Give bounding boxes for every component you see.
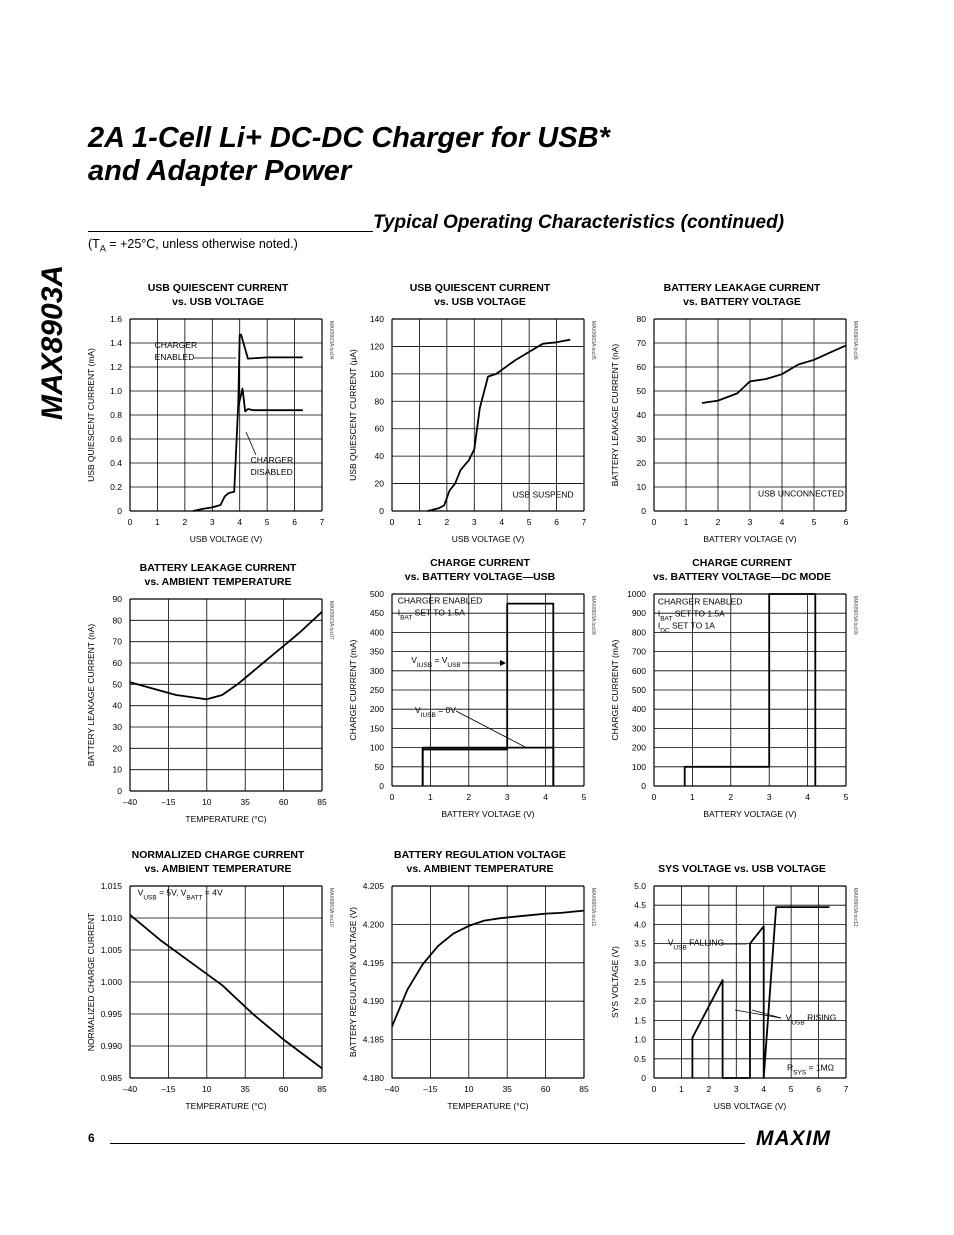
x-axis-label: BATTERY VOLTAGE (V)	[441, 809, 535, 819]
x-tick-label: 1	[690, 792, 695, 802]
x-tick-label: 5	[526, 517, 532, 527]
annotation-text: CHARGER ENABLED	[397, 595, 483, 606]
y-tick-label: 60	[374, 423, 384, 434]
y-tick-label: 1.000	[100, 977, 122, 987]
page-title-line1: 2A 1-Cell Li+ DC-DC Charger for USB*	[88, 122, 610, 154]
toc-code: MAX8903A toc07	[328, 601, 334, 640]
x-tick-label: –15	[161, 1084, 176, 1094]
x-axis-label: USB VOLTAGE (V)	[451, 534, 525, 544]
y-tick-label: 4.195	[362, 957, 384, 968]
y-tick-label: 0.6	[110, 434, 122, 444]
x-tick-label: 3	[747, 517, 753, 527]
y-tick-label: 500	[631, 685, 646, 695]
annotation-text: $V_{IUSB} = 0V$	[415, 705, 456, 719]
chart-title: vs. BATTERY VOLTAGE	[683, 296, 801, 308]
y-tick-label: 300	[369, 665, 384, 676]
chart-title: BATTERY LEAKAGE CURRENT	[663, 282, 821, 294]
x-tick-label: 6	[554, 517, 559, 527]
y-tick-label: 50	[636, 386, 646, 396]
y-tick-label: 0.985	[100, 1073, 122, 1083]
y-tick-label: 700	[631, 646, 646, 657]
x-axis-label: BATTERY VOLTAGE (V)	[703, 534, 797, 544]
x-tick-label: 0	[127, 517, 133, 527]
toc-code: MAX8903A toc11	[590, 888, 596, 927]
y-tick-label: 200	[631, 742, 646, 753]
y-tick-label: 80	[636, 314, 646, 324]
annotation-text: CHARGER ENABLED	[657, 596, 743, 607]
x-tick-label: 2	[466, 792, 472, 802]
y-axis-label: BATTERY REGULATION VOLTAGE (V)	[348, 906, 358, 1058]
y-tick-label: 5.0	[634, 881, 646, 891]
y-tick-label: 50	[112, 679, 122, 690]
y-tick-label: 250	[369, 685, 384, 695]
chart-title: USB QUIESCENT CURRENT	[147, 282, 289, 294]
chart-title: BATTERY LEAKAGE CURRENT	[139, 562, 297, 574]
y-tick-label: 4.5	[634, 900, 646, 911]
y-tick-label: 1.005	[100, 945, 122, 955]
y-tick-label: 150	[369, 723, 384, 734]
chart-title: NORMALIZED CHARGE CURRENT	[131, 849, 305, 861]
chart-title: USB QUIESCENT CURRENT	[409, 282, 551, 294]
arrow-head	[500, 660, 506, 666]
y-tick-label: 0	[641, 1073, 646, 1083]
x-tick-label: 5	[843, 792, 849, 802]
y-tick-label: 1.015	[100, 881, 122, 891]
chart-title: vs. AMBIENT TEMPERATURE	[144, 576, 292, 588]
x-tick-label: 5	[811, 517, 817, 527]
chart-title: BATTERY REGULATION VOLTAGE	[394, 849, 566, 861]
toc-code: MAX8903A toc06	[852, 321, 858, 360]
x-tick-label: 3	[766, 792, 772, 802]
y-tick-label: 1.6	[110, 314, 122, 324]
y-tick-label: 4.200	[362, 919, 384, 930]
y-axis-label: BATTERY LEAKAGE CURRENT (nA)	[86, 623, 96, 767]
leader-line	[246, 432, 256, 455]
x-tick-label: 6	[843, 517, 849, 527]
y-tick-label: 1.010	[100, 913, 122, 923]
annotation-text: $I_{BAT}$ SET TO 1.5A	[397, 607, 465, 622]
y-tick-label: 3.0	[634, 957, 646, 968]
toc-code: MAX8903A toc04	[328, 321, 334, 360]
y-tick-label: 0.8	[110, 410, 122, 420]
x-tick-label: 2	[715, 517, 721, 527]
x-tick-label: 4	[805, 792, 810, 802]
y-axis-label: USB QUIESCENT CURRENT (mA)	[86, 348, 96, 482]
y-tick-label: 600	[631, 665, 646, 676]
y-axis-label: USB QUIESCENT CURRENT (µA)	[348, 349, 358, 481]
chart-title: vs. AMBIENT TEMPERATURE	[406, 863, 554, 875]
x-tick-label: 3	[209, 517, 215, 527]
y-tick-label: 10	[112, 764, 122, 775]
y-tick-label: 0.995	[100, 1009, 122, 1019]
x-tick-label: 85	[579, 1084, 589, 1094]
y-tick-label: 1.4	[110, 338, 122, 348]
x-tick-label: 0	[389, 517, 395, 527]
y-tick-label: 0	[641, 506, 646, 516]
chart-title: SYS VOLTAGE vs. USB VOLTAGE	[658, 863, 826, 875]
y-axis-label: CHARGE CURRENT (mA)	[348, 639, 358, 741]
y-axis-label: CHARGE CURRENT (mA)	[610, 639, 620, 741]
y-tick-label: 0	[117, 786, 122, 796]
annotation-text: USB UNCONNECTED	[758, 488, 844, 499]
y-tick-label: 20	[636, 458, 646, 468]
y-tick-label: 40	[374, 451, 384, 462]
x-tick-label: 0	[651, 517, 657, 527]
annotation-text: $V_{USB}$ RISING	[785, 1012, 837, 1026]
y-tick-label: 60	[112, 658, 122, 668]
y-tick-label: 100	[631, 761, 646, 772]
x-tick-label: 4	[761, 1084, 767, 1094]
x-tick-label: 0	[651, 792, 657, 802]
y-axis-label: BATTERY LEAKAGE CURRENT (nA)	[610, 343, 620, 487]
y-tick-label: 10	[636, 482, 646, 492]
y-tick-label: 500	[369, 589, 384, 599]
x-tick-label: 35	[240, 797, 250, 807]
x-tick-label: 1	[417, 517, 422, 527]
annotation-text: $I_{BAT}$ SET TO 1.5A	[657, 608, 725, 623]
y-tick-label: 100	[369, 368, 384, 379]
x-tick-label: 0	[389, 792, 395, 802]
x-tick-label: –15	[161, 797, 176, 807]
x-tick-label: 4	[779, 517, 785, 527]
y-tick-label: 900	[631, 608, 646, 619]
y-tick-label: 0	[379, 506, 384, 516]
x-tick-label: 6	[292, 517, 297, 527]
y-tick-label: 80	[374, 396, 384, 407]
x-tick-label: 1	[679, 1084, 684, 1094]
x-axis-label: BATTERY VOLTAGE (V)	[703, 809, 797, 819]
page-number: 6	[88, 1131, 95, 1145]
annotation-text: USB SUSPEND	[512, 489, 574, 500]
annotation-text: $V_{USB}$ FALLING	[667, 937, 725, 952]
x-tick-label: 3	[471, 517, 477, 527]
section-title: Typical Operating Characteristics (continued)	[373, 212, 785, 233]
x-tick-label: 10	[464, 1084, 474, 1094]
x-tick-label: 2	[706, 1084, 712, 1094]
y-tick-label: 90	[112, 594, 122, 604]
y-tick-label: 4.185	[362, 1034, 384, 1045]
y-tick-label: 0	[641, 781, 646, 791]
y-tick-label: 4.0	[634, 919, 646, 930]
leader-line	[456, 711, 527, 748]
y-tick-label: 1.5	[634, 1015, 646, 1026]
annotation-text: DISABLED	[250, 467, 293, 477]
chart-title: vs. BATTERY VOLTAGE—DC MODE	[653, 571, 831, 583]
annotation-text: CHARGER	[250, 455, 294, 465]
x-tick-label: –15	[423, 1084, 438, 1094]
x-axis-label: TEMPERATURE (°C)	[447, 1101, 529, 1111]
y-tick-label: 0.990	[100, 1041, 122, 1051]
x-tick-label: 7	[843, 1084, 849, 1094]
toc-code: MAX8903A toc08	[590, 596, 596, 635]
chart-title: vs. USB VOLTAGE	[172, 296, 264, 308]
y-tick-label: 400	[369, 627, 384, 638]
y-tick-label: 20	[374, 478, 384, 489]
y-tick-label: 450	[369, 608, 384, 619]
x-tick-label: 1	[683, 517, 689, 527]
y-tick-label: 800	[631, 627, 646, 638]
toc-code: MAX8903A toc10	[328, 888, 334, 927]
toc-code: MAX8903A toc05	[590, 321, 596, 360]
x-tick-label: –40	[122, 797, 138, 807]
x-tick-label: 60	[278, 1084, 289, 1094]
x-tick-label: 85	[317, 797, 327, 807]
maxim-logo-text: MAXIM	[756, 1128, 831, 1148]
y-axis-label: NORMALIZED CHARGE CURRENT	[86, 912, 96, 1052]
chart-title: vs. USB VOLTAGE	[434, 296, 526, 308]
x-tick-label: 35	[240, 1084, 250, 1094]
x-tick-label: 4	[543, 792, 548, 802]
y-tick-label: 0.2	[110, 482, 122, 492]
annotation-text: ENABLED	[154, 351, 195, 362]
y-tick-label: 30	[636, 434, 646, 444]
y-tick-label: 80	[112, 615, 122, 626]
side-part-number-text: MAX8903A	[36, 264, 69, 420]
x-tick-label: 60	[540, 1084, 551, 1094]
x-axis-label: USB VOLTAGE (V)	[713, 1101, 787, 1111]
x-tick-label: 0	[651, 1084, 657, 1094]
x-tick-label: 85	[317, 1084, 327, 1094]
y-tick-label: 140	[369, 314, 384, 324]
x-tick-label: –40	[122, 1084, 138, 1094]
y-tick-label: 2.0	[634, 996, 646, 1007]
x-tick-label: 2	[182, 517, 188, 527]
annotation-text: $I_{DC}$ SET TO 1A	[657, 620, 715, 635]
y-tick-label: 120	[369, 341, 384, 352]
y-tick-label: 3.5	[634, 938, 646, 949]
x-tick-label: 10	[202, 1084, 212, 1094]
y-tick-label: 60	[636, 362, 646, 372]
y-tick-label: 1.2	[110, 362, 122, 372]
x-tick-label: 5	[264, 517, 270, 527]
conditions-pre: (T	[88, 237, 100, 251]
x-tick-label: 6	[816, 1084, 821, 1094]
y-tick-label: 0.4	[110, 458, 122, 468]
y-tick-label: 70	[636, 338, 646, 348]
y-tick-label: 200	[369, 704, 384, 715]
toc-code: MAX8903A toc09	[852, 596, 858, 635]
x-tick-label: 3	[733, 1084, 739, 1094]
y-axis-label: SYS VOLTAGE (V)	[610, 946, 620, 1018]
x-tick-label: 4	[499, 517, 505, 527]
y-tick-label: 350	[369, 646, 384, 657]
page-title-line2: and Adapter Power	[88, 155, 352, 187]
x-axis-label: TEMPERATURE (°C)	[185, 1101, 267, 1111]
x-tick-label: 60	[278, 797, 289, 807]
y-tick-label: 1.0	[634, 1034, 646, 1045]
y-tick-label: 4.205	[362, 881, 384, 891]
leader-line	[735, 1010, 781, 1018]
conditions-post: = +25°C, unless otherwise noted.)	[105, 237, 298, 251]
y-tick-label: 70	[112, 636, 122, 647]
annotation-text: $V_{USB} = 5V$, $V_{BATT} = 4V$	[137, 887, 223, 902]
x-tick-label: 5	[788, 1084, 794, 1094]
chart-title: CHARGE CURRENT	[692, 557, 792, 569]
y-tick-label: 100	[369, 742, 384, 753]
annotation-text: $V_{IUSB} = V_{USB}$	[411, 655, 461, 669]
y-tick-label: 4.190	[362, 996, 384, 1007]
y-tick-label: 400	[631, 704, 646, 715]
toc-code: MAX8903A toc12	[852, 888, 858, 927]
y-tick-label: 2.5	[634, 977, 646, 987]
y-tick-label: 1000	[627, 589, 646, 599]
x-tick-label: 2	[728, 792, 734, 802]
y-tick-label: 20	[112, 743, 122, 754]
x-tick-label: 2	[444, 517, 450, 527]
y-tick-label: 40	[636, 410, 646, 420]
x-tick-label: 1	[428, 792, 433, 802]
chart-title: CHARGE CURRENT	[430, 557, 530, 569]
y-tick-label: 300	[631, 723, 646, 734]
x-tick-label: 7	[581, 517, 587, 527]
y-tick-label: 0	[379, 781, 384, 791]
conditions-sub: A	[99, 243, 106, 254]
chart-title: vs. BATTERY VOLTAGE—USB	[404, 571, 556, 583]
y-tick-label: 0.5	[634, 1053, 646, 1064]
x-tick-label: 1	[155, 517, 160, 527]
x-tick-label: 7	[319, 517, 325, 527]
y-tick-label: 50	[374, 761, 384, 772]
x-axis-label: USB VOLTAGE (V)	[189, 534, 263, 544]
y-tick-label: 1.0	[110, 386, 122, 396]
x-tick-label: 3	[504, 792, 510, 802]
x-tick-label: 10	[202, 797, 212, 807]
annotation-text: CHARGER	[154, 339, 198, 350]
y-tick-label: 4.180	[362, 1073, 384, 1083]
y-tick-label: 0	[117, 506, 122, 516]
x-axis-label: TEMPERATURE (°C)	[185, 814, 267, 824]
y-tick-label: 30	[112, 722, 122, 732]
x-tick-label: 35	[502, 1084, 512, 1094]
x-tick-label: 4	[237, 517, 243, 527]
chart-title: vs. AMBIENT TEMPERATURE	[144, 863, 292, 875]
y-tick-label: 40	[112, 700, 122, 711]
annotation-text: $R_{SYS} = 1M\Omega$	[787, 1062, 835, 1076]
x-tick-label: –40	[384, 1084, 400, 1094]
x-tick-label: 5	[581, 792, 587, 802]
